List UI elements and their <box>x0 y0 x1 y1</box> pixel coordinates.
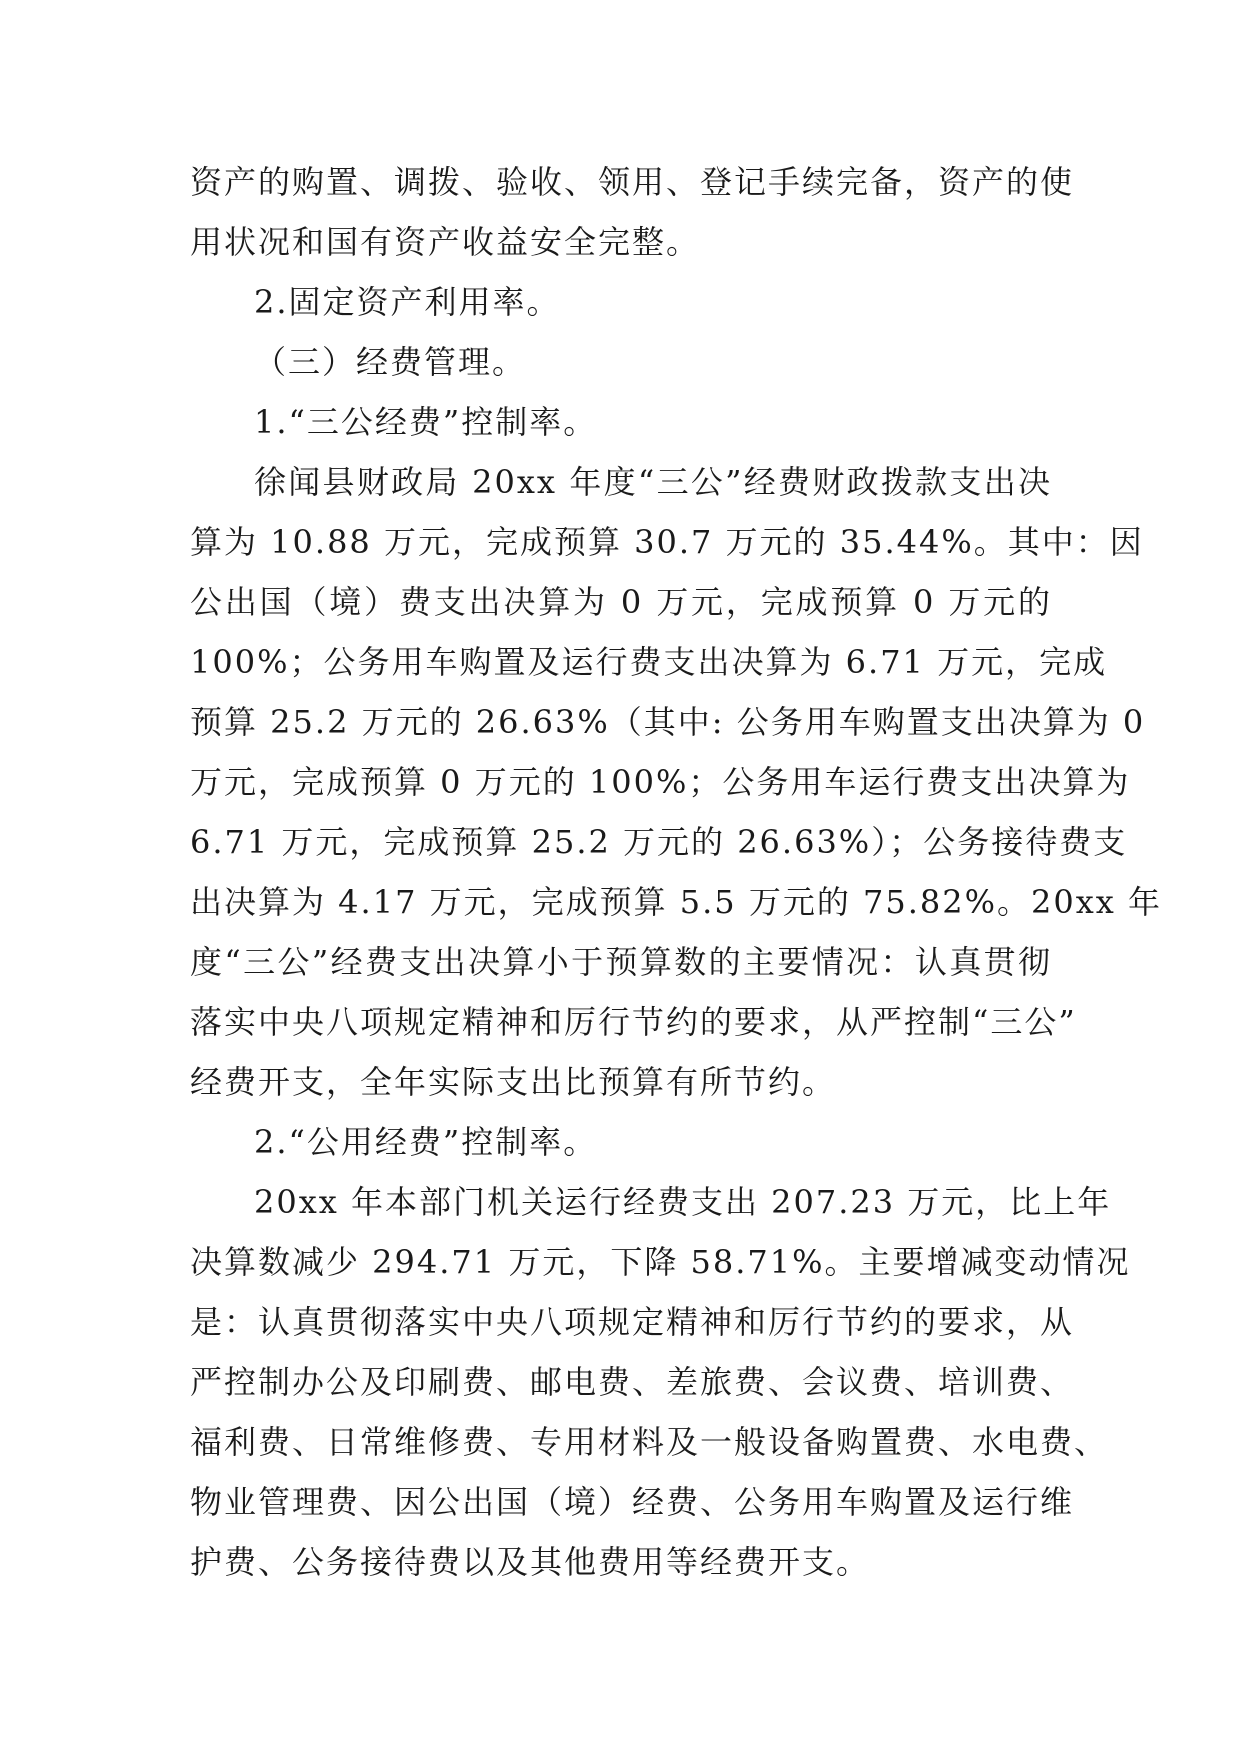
paragraph-line: 度“三公”经费支出决算小于预算数的主要情况：认真贯彻 <box>190 943 1052 981</box>
section-heading: 1.“三公经费”控制率。 <box>254 403 598 441</box>
paragraph-line: 20xx 年本部门机关运行经费支出 207.23 万元，比上年 <box>254 1183 1112 1221</box>
section-heading: 2.“公用经费”控制率。 <box>254 1123 598 1161</box>
paragraph-line: 决算数减少 294.71 万元，下降 58.71%。主要增减变动情况 <box>190 1243 1131 1281</box>
document-body <box>190 152 1163 1592</box>
paragraph-line: 6.71 万元，完成预算 25.2 万元的 26.63%）；公务接待费支 <box>190 823 1128 861</box>
paragraph-line: 预算 25.2 万元的 26.63%（其中: 公务用车购置支出决算为 0 <box>190 703 1146 741</box>
paragraph-line: 用状况和国有资产收益安全完整。 <box>190 223 701 261</box>
paragraph-line: 落实中央八项规定精神和厉行节约的要求，从严控制“三公” <box>190 1003 1077 1041</box>
paragraph-line: 出决算为 4.17 万元，完成预算 5.5 万元的 75.82%。20xx 年 <box>190 883 1163 921</box>
paragraph-line: 是：认真贯彻落实中央八项规定精神和厉行节约的要求，从 <box>190 1303 1075 1341</box>
paragraph-line: 徐闻县财政局 20xx 年度“三公”经费财政拨款支出决 <box>254 463 1052 501</box>
section-heading: （三）经费管理。 <box>254 343 527 381</box>
paragraph-line: 公出国（境）费支出决算为 0 万元，完成预算 0 万元的 <box>190 583 1052 621</box>
paragraph-line: 护费、公务接待费以及其他费用等经费开支。 <box>190 1543 871 1581</box>
paragraph-line: 经费开支，全年实际支出比预算有所节约。 <box>190 1063 837 1101</box>
paragraph-line: 100%；公务用车购置及运行费支出决算为 6.71 万元，完成 <box>190 643 1108 681</box>
paragraph-line: 福利费、日常维修费、专用材料及一般设备购置费、水电费、 <box>190 1423 1109 1461</box>
paragraph-line: 万元，完成预算 0 万元的 100%；公务用车运行费支出决算为 <box>190 763 1131 801</box>
paragraph-line: 物业管理费、因公出国（境）经费、公务用车购置及运行维 <box>190 1483 1075 1521</box>
paragraph-line: 算为 10.88 万元，完成预算 30.7 万元的 35.44%。其中：因 <box>190 523 1144 561</box>
paragraph-line: 严控制办公及印刷费、邮电费、差旅费、会议费、培训费、 <box>190 1363 1075 1401</box>
section-heading: 2.固定资产利用率。 <box>254 283 561 321</box>
paragraph-line: 资产的购置、调拨、验收、领用、登记手续完备，资产的使 <box>190 163 1075 201</box>
